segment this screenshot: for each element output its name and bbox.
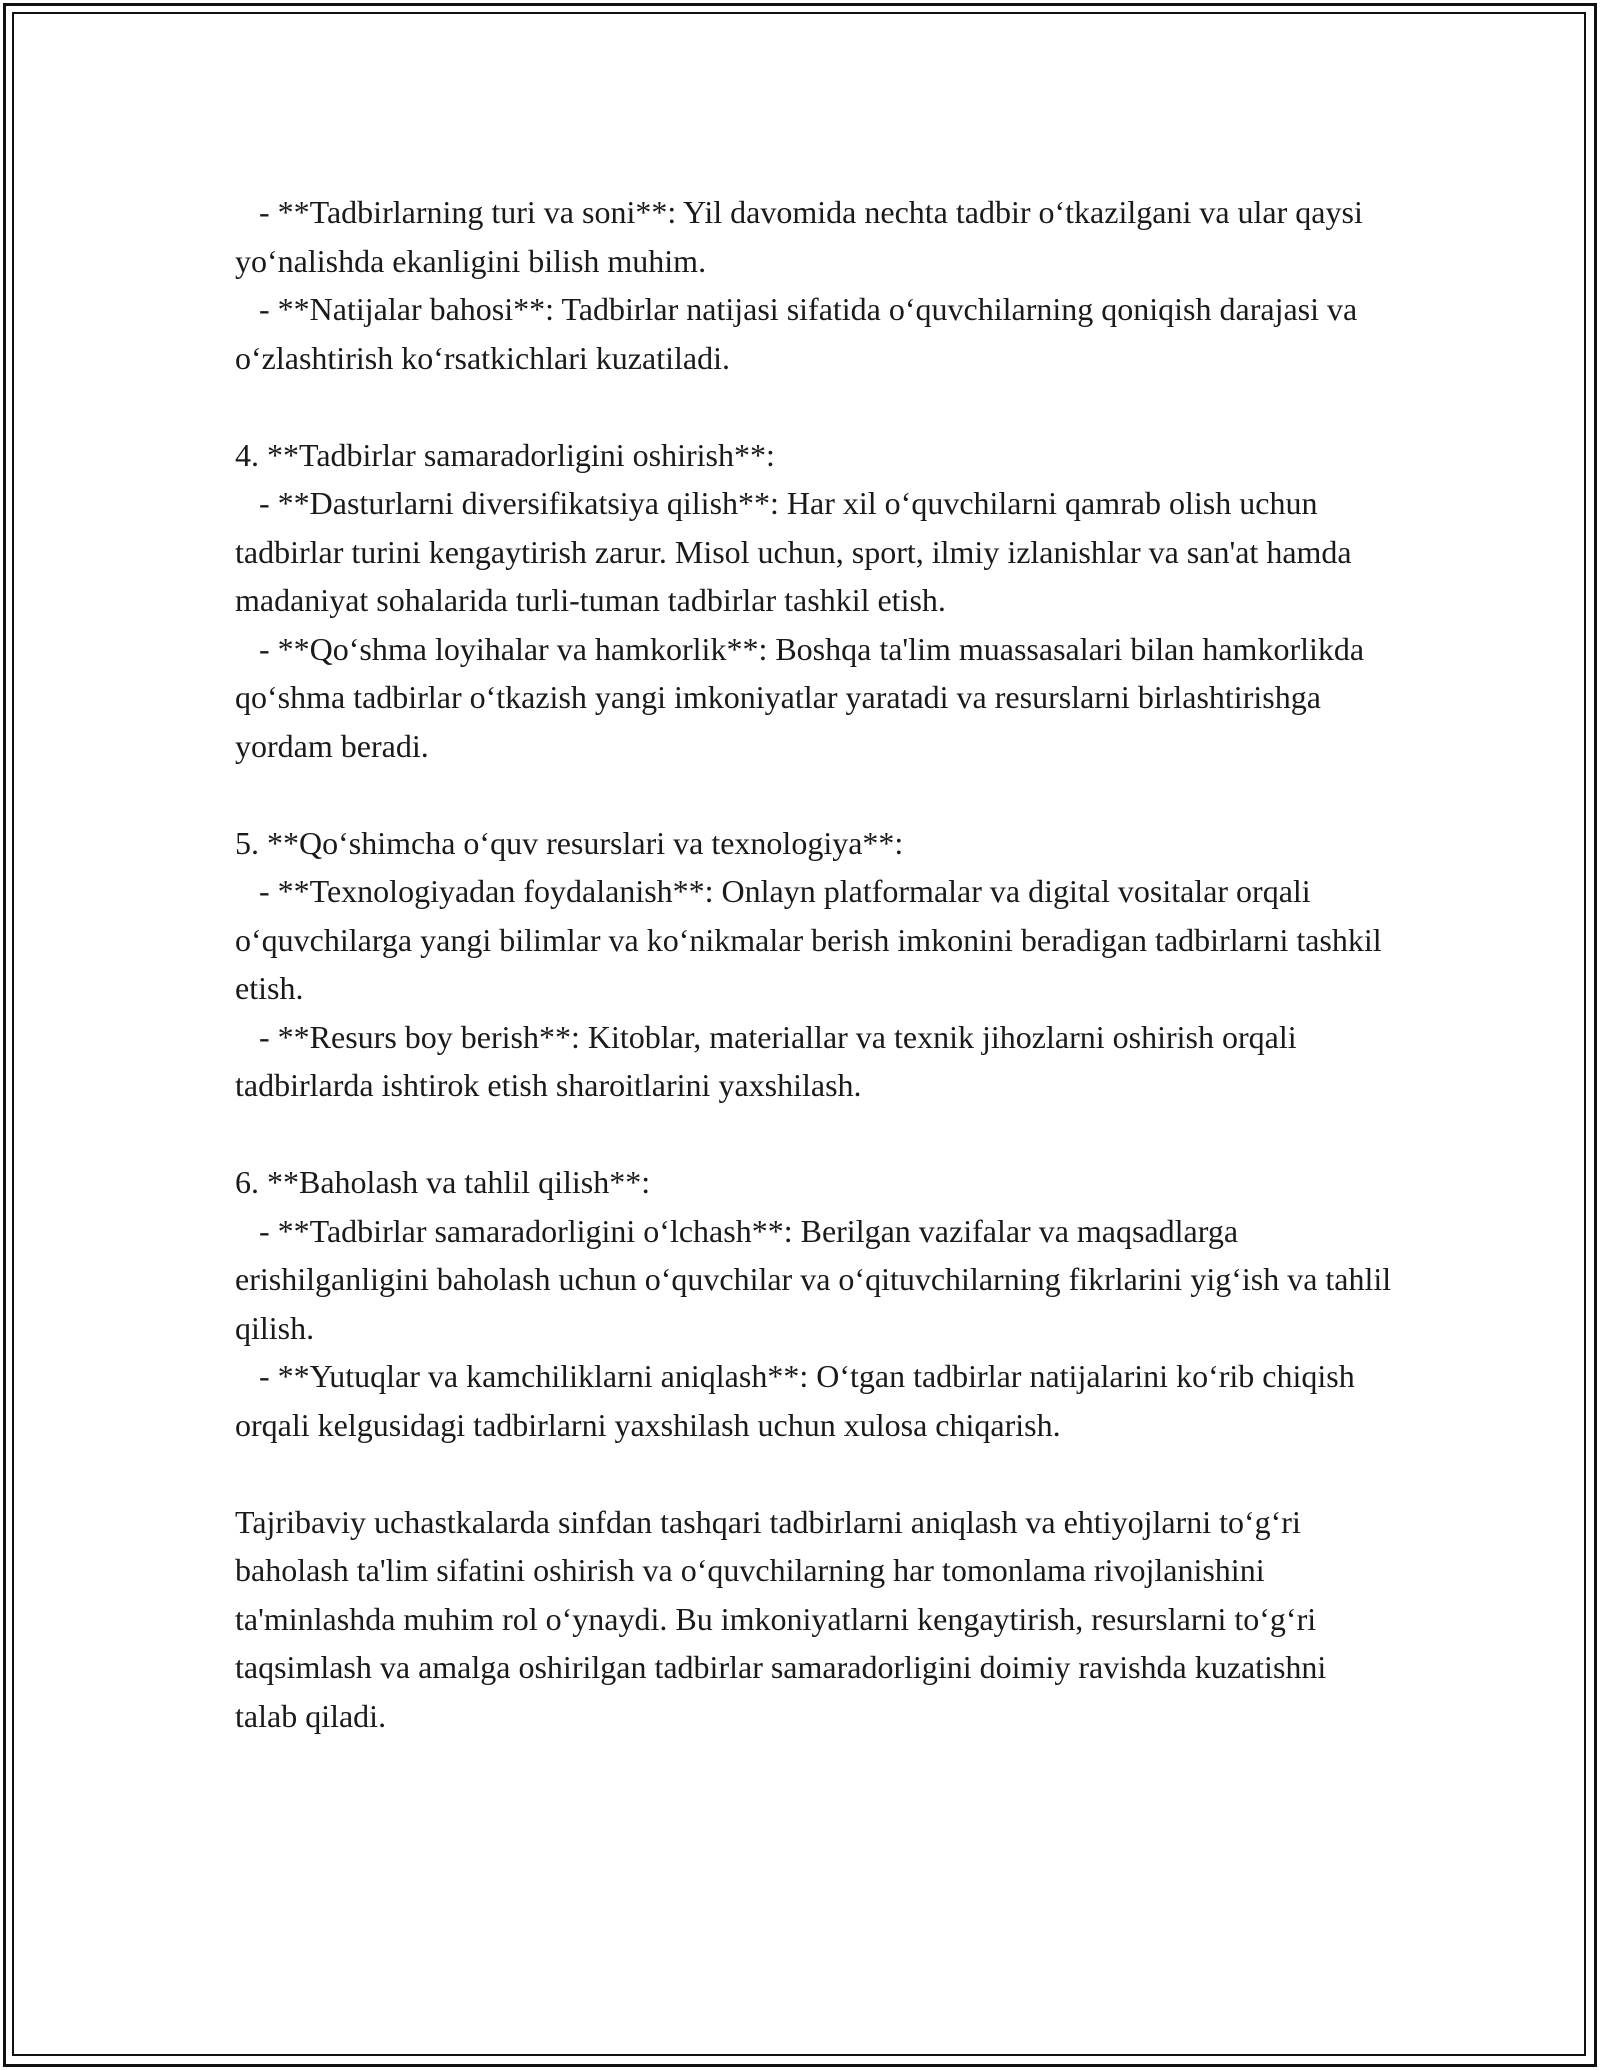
section-heading-5: 5. **Qo‘shimcha o‘quv resurslari va texnologiya**:: [235, 824, 904, 861]
section-heading-4: 4. **Tadbirlar samaradorligini oshirish**:: [235, 436, 775, 473]
paragraph-conclusion: Tajribaviy uchastkalarda sinfdan tashqari tadbirlarni aniqlash va ehtiyojlarni to‘g‘ri baholash ta'lim sifatini oshirish va o‘quvchilarning har tomonlama rivojlanishini ta'minlashda muhim rol o‘ynaydi. Bu imkoniyatlarni kengaytirish, resurslarni to‘g‘ri taqsimlash va amalga oshirilgan tadbirlar samaradorligini doimiy ravishda kuzatishni talab qiladi.: [235, 1503, 1335, 1734]
paragraph-diversification: - **Dasturlarni diversifikatsiya qilish**: Har xil o‘quvchilarni qamrab olish uchun tadbirlar turini kengaytirish zarur. Misol uchun, sport, ilmiy izlanishlar va san'at hamda madaniyat sohalarida turli-tuman tadbirlar tashkil etish.: [235, 485, 1360, 618]
paragraph-results-assessment: - **Natijalar bahosi**: Tadbirlar natijasi sifatida o‘quvchilarning qoniqish darajasi va o‘zlashtirish ko‘rsatkichlari kuzatiladi.: [235, 291, 1366, 376]
document-body: [235, 188, 1400, 1740]
paragraph-technology-use: - **Texnologiyadan foydalanish**: Onlayn platformalar va digital vositalar orqali o‘quvchilarga yangi bilimlar va ko‘nikmalar berish imkonini beradigan tadbirlarni tashkil etish.: [235, 873, 1390, 1006]
paragraph-resources: - **Resurs boy berish**: Kitoblar, materiallar va texnik jihozlarni oshirish orqali tadbirlarda ishtirok etish sharoitlarini yaxshilash.: [235, 1018, 1305, 1103]
paragraph-spacer: [235, 770, 1395, 819]
paragraph-spacer: [235, 1110, 1395, 1159]
section-heading-6: 6. **Baholash va tahlil qilish**:: [235, 1164, 651, 1200]
paragraph-event-types: - **Tadbirlarning turi va soni**: Yil davomida nechta tadbir o‘tkazilgani va ular qaysi yo‘nalishda ekanligini bilish muhim.: [235, 194, 1371, 279]
paragraph-spacer: [235, 382, 1395, 431]
paragraph-spacer: [235, 1449, 1395, 1498]
paragraph-measuring-effectiveness: - **Tadbirlar samaradorligini o‘lchash**: Berilgan vazifalar va maqsadlarga erishilganligini baholash uchun o‘quvchilar va o‘qituvchilarning fikrlarini yig‘ish va tahlil qilish.: [235, 1212, 1400, 1346]
paragraph-joint-projects: - **Qo‘shma loyihalar va hamkorlik**: Boshqa ta'lim muassasalari bilan hamkorlikda qo‘shma tadbirlar o‘tkazish yangi imkoniyatlar yaratadi va resurslarni birlashtirishga yordam beradi.: [235, 630, 1373, 764]
paragraph-achievements: - **Yutuqlar va kamchiliklarni aniqlash**: O‘tgan tadbirlar natijalarini ko‘rib chiqish orqali kelgusidagi tadbirlarni yaxshilash uchun xulosa chiqarish.: [235, 1358, 1363, 1443]
